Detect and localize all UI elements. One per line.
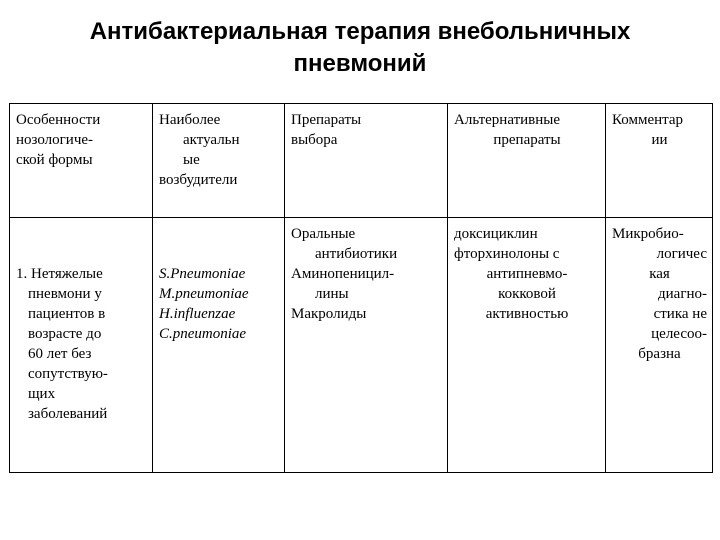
cell-text: фторхинолоны с: [454, 246, 560, 262]
cell-text: Оральные: [291, 226, 356, 242]
cell-text: возрасте до: [28, 326, 102, 342]
table-row: [10, 218, 713, 473]
therapy-table: [9, 103, 713, 473]
cell-text: щих: [28, 386, 56, 402]
header-nosological-form: [10, 104, 153, 218]
header-text: ии: [651, 132, 668, 148]
cell-drugs-of-choice: [285, 218, 448, 473]
cell-pathogens: [153, 218, 285, 473]
cell-text: Макролиды: [291, 306, 367, 322]
header-text: ской формы: [16, 152, 93, 168]
cell-text: C.pneumoniae: [159, 326, 247, 342]
cell-text: антипневмо-: [486, 266, 568, 282]
cell-text: антибиотики: [315, 246, 398, 262]
header-drugs-of-choice: [285, 104, 448, 218]
cell-text: диагно-: [658, 286, 707, 302]
cell-text: кая: [649, 266, 670, 282]
cell-text: 60 лет без: [28, 346, 92, 362]
cell-text: M.pneumoniae: [159, 286, 249, 302]
table-header-row: [10, 104, 713, 218]
cell-text: кокковой: [498, 286, 556, 302]
header-text: актуальн: [183, 132, 240, 148]
cell-text: доксициклин: [454, 226, 538, 242]
header-text: нозологиче-: [16, 132, 94, 148]
cell-text: 1. Нетяжелые: [16, 266, 103, 282]
cell-text: бразна: [638, 346, 681, 362]
cell-text: пневмони у: [28, 286, 102, 302]
cell-text: пациентов в: [28, 306, 106, 322]
header-text: Наиболее: [159, 112, 221, 128]
header-text: Особенности: [16, 112, 101, 128]
header-text: возбудители: [159, 172, 238, 188]
cell-nosological-form: [10, 218, 153, 473]
cell-text: Аминопеницил-: [291, 266, 395, 282]
cell-text: лины: [315, 286, 349, 302]
cell-text: логичес: [656, 246, 707, 262]
slide-title: [0, 16, 720, 80]
slide-title-line-2: пневмоний: [293, 50, 427, 77]
cell-text: активностью: [485, 306, 569, 322]
header-text: Альтернативные: [454, 112, 561, 128]
header-text: препараты: [493, 132, 561, 148]
slide-title-line-1: Антибактериальная терапия внебольничных: [89, 18, 631, 45]
header-text: выбора: [291, 132, 338, 148]
cell-text: S.Pneumoniae: [159, 266, 246, 282]
cell-text: стика не: [653, 306, 707, 322]
cell-text: целесоо-: [651, 326, 707, 342]
header-text: ые: [183, 152, 200, 168]
cell-alternatives: [448, 218, 606, 473]
cell-text: Микробио-: [612, 226, 684, 242]
header-text: Препараты: [291, 112, 362, 128]
header-alternatives: [448, 104, 606, 218]
header-text: Комментар: [612, 112, 684, 128]
cell-text: H.influenzae: [159, 306, 236, 322]
cell-text: сопутствую-: [28, 366, 108, 382]
cell-comments: [606, 218, 713, 473]
header-comments: [606, 104, 713, 218]
header-pathogens: [153, 104, 285, 218]
cell-text: заболеваний: [28, 406, 108, 422]
